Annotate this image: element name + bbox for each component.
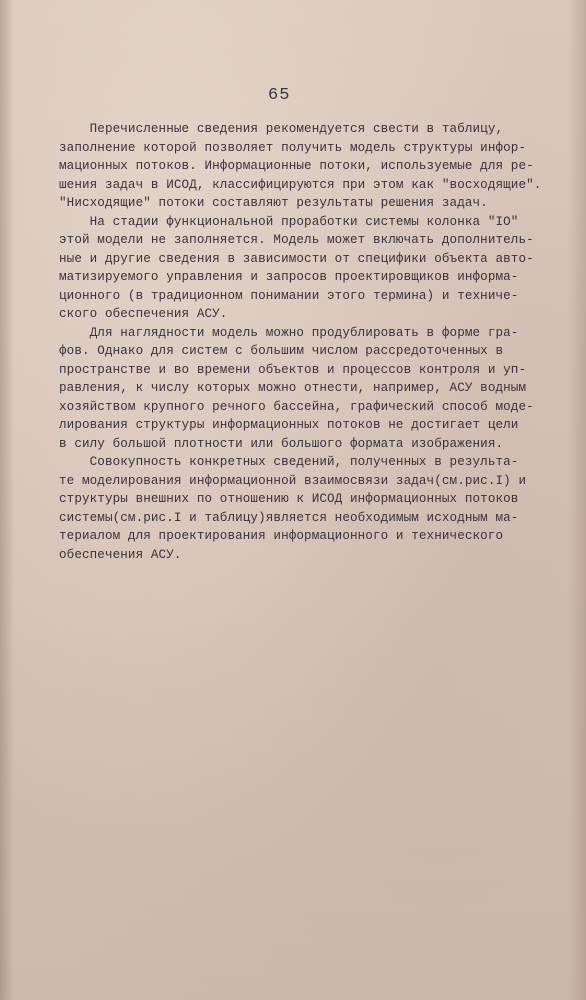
- text-line: обеспечения АСУ.: [59, 547, 182, 562]
- text-line: заполнение которой позволяет получить модель структуры инфор-: [59, 140, 527, 155]
- text-line: мационных потоков. Информационные потоки, используемые для ре-: [59, 159, 534, 173]
- text-line: системы(см.рис.I и таблицу)является необходимым исходным ма-: [59, 510, 519, 525]
- text-line: териалом для проектирования информационного и технического: [59, 529, 504, 543]
- text-line: матизируемого управления и запросов проектировщиков информа-: [59, 270, 519, 284]
- text-line: хозяйством крупного речного бассейна, графический способ моде-: [59, 399, 534, 414]
- text-line: те моделирования информационной взаимосвязи задач(см.рис.I) и: [59, 473, 527, 488]
- text-line: Совокупность конкретных сведений, полученных в результа-: [59, 455, 519, 469]
- text-line: фов. Однако для систем с большим числом рассредоточенных в: [59, 344, 504, 358]
- text-line: ционного (в традиционном понимании этого термина) и техниче-: [59, 288, 519, 303]
- text-line: Перечисленные сведения рекомендуется свести в таблицу,: [59, 122, 504, 136]
- text-line: "Нисходящие" потоки составляют результаты решения задач.: [59, 196, 488, 210]
- text-line: шения задач в ИСОД, классифицируются при этом как "восходящие".: [59, 177, 542, 192]
- text-line: лирования структуры информационных потоков не достигает цели: [59, 418, 519, 432]
- text-line: Для наглядности модель можно продублировать в форме гра-: [59, 325, 519, 340]
- text-line: пространстве и во времени объектов и процессов контроля и уп-: [59, 362, 527, 377]
- text-line: ского обеспечения АСУ.: [59, 307, 228, 321]
- page-number: 65: [268, 86, 291, 105]
- text-line: структуры внешних по отношению к ИСОД информационных потоков: [59, 492, 519, 506]
- text-line: в силу большой плотности или большого формата изображения.: [59, 436, 504, 451]
- text-line: равления, к числу которых можно отнести, например, АСУ водным: [59, 381, 527, 395]
- text-line: этой модели не заполняется. Модель может включать дополнитель-: [59, 233, 534, 247]
- body-text: [59, 120, 564, 564]
- text-line: На стадии функциональной проработки системы колонка "IО": [59, 214, 519, 229]
- text-line: ные и другие сведения в зависимости от специфики объекта авто-: [59, 251, 534, 266]
